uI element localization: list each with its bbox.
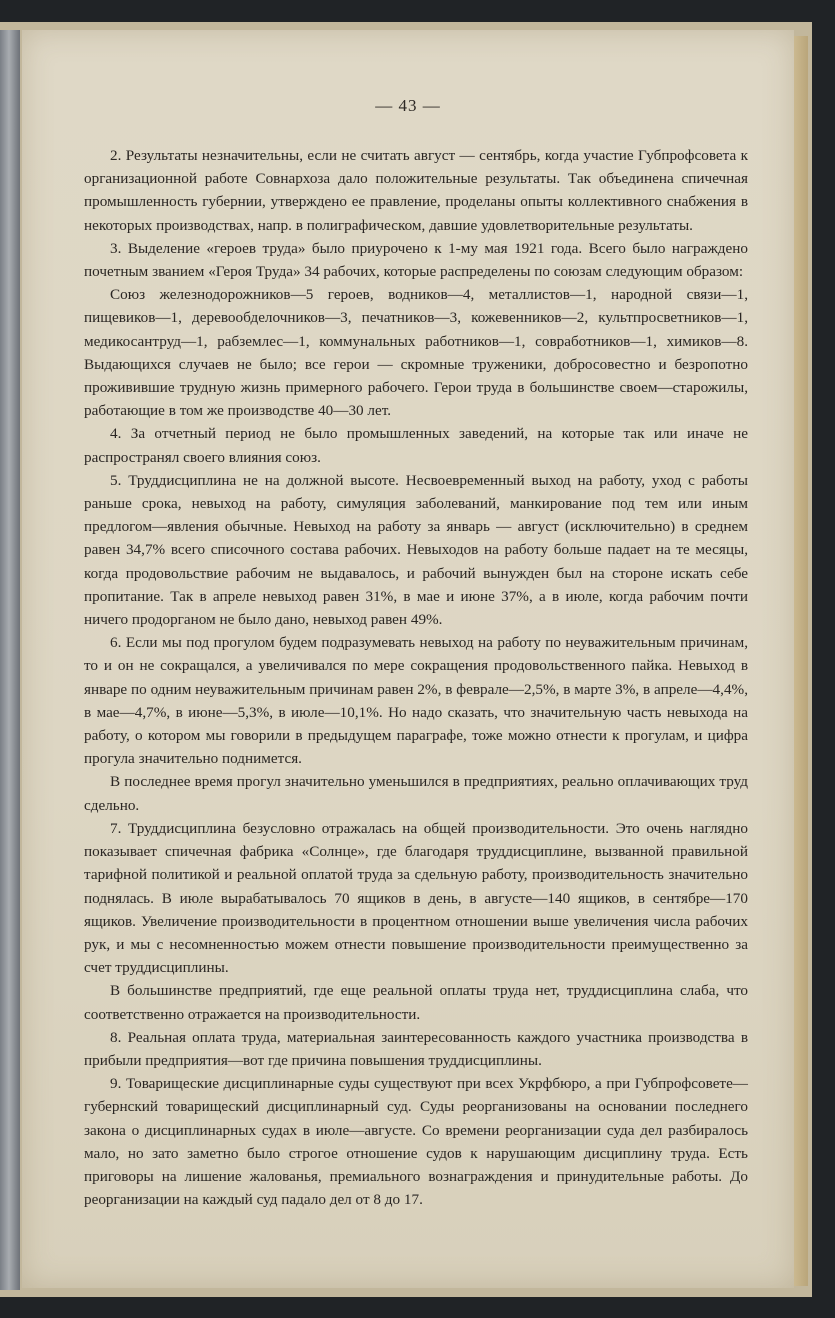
paragraph-8: 8. Реальная оплата труда, материальная заинтересованность каждого участника производства в прибыли предприятия—вот где причина повышения труддисциплины. xyxy=(84,1028,748,1069)
paragraph-6: 6. Если мы под прогулом будем подразумевать невыход на работу по неуважительным причинам, то и он не сокращался, а увеличивался по мере сокращения продовольственного пайка. Невыход в январе по одним неуважительным причинам равен 2%, в феврале—2,5%, в марте 3%, в апреле—4,4%, в мае—4,7%, в июне—5,3%, в июле—10,1%. Но надо сказать, что значительную часть невыхода на работу, о котором мы говорили в предыдущем параграфе, тоже можно отнести к прогулам, и цифра прогула значительно поднимется. xyxy=(84,634,748,768)
paragraph-5: 5. Труддисциплина не на должной высоте. Несвоевременный выход на работу, уход с работы раньше срока, невыход на работу, симуляция заболеваний, манкирование под тем или иным предлогом—явления обычные. Невыход на работу за январь — август (исключительно) в среднем равен 34,7% всего списочного состава рабочих. Невыходов на работу больше падает на те месяцы, когда продовольствие рабочим не выдавалось, и рабочий вынужден был на стороне искать себе пропитание. Так в апреле невыход равен 31%, в мае и июне 37%, а в июле, когда рабочим почти ничего продорганом не было дано, невыход равен 49%. xyxy=(84,471,748,629)
page-stack-edge xyxy=(794,36,808,1286)
page-body-text xyxy=(84,144,748,1211)
paragraph-3-unions: Союз железнодорожников—5 героев, водников—4, металлистов—1, народной связи—1, пищевиков—1, деревообделочников—3, печатников—3, кожевенников—2, культпросветников—1, медикосантруд—1, рабземлес—1, коммунальных работников—1, совработников—1, химиков—8. Выдающихся случаев не было; все герои — скромные труженики, добросовестно и безропотно проживившие трудную жизнь примерного рабочего. Герои труда в большинстве своем—старожилы, работающие в том же производстве 40—30 лет. xyxy=(84,286,748,420)
paragraph-7: 7. Труддисциплина безусловно отражалась на общей производительности. Это очень наглядно показывает спичечная фабрика «Солнце», где благодаря труддисциплине, вызванной правильной тарифной политикой и реальной оплатой труда за сдельную работу, производительность значительно поднялась. В июле вырабатывалось 70 ящиков в день, в августе—140 ящиков, в сентябре—170 ящиков. Увеличение производительности в процентном отношении выше увеличения числа рабочих рук, и мы с несомненностью можем отнести повышение производительности преимущественно за счет труддисциплины. xyxy=(84,819,748,977)
paragraph-6-note: В последнее время прогул значительно уменьшился в предприятиях, реально оплачивающих труд сдельно. xyxy=(84,773,748,814)
page-number: — 43 — xyxy=(375,96,441,115)
paragraph-4: 4. За отчетный период не было промышленных заведений, на которые так или иначе не распространял своего влияния союз. xyxy=(84,425,748,466)
book-page xyxy=(22,30,794,1288)
paragraph-7-note: В большинстве предприятий, где еще реальной оплаты труда нет, труддисциплина слаба, что соответственно отражается на производительности. xyxy=(84,982,748,1023)
paragraph-2: 2. Результаты незначительны, если не считать август — сентябрь, когда участие Губпрофсовета к организационной работе Совнархоза дало положительные результаты. Так объединена спичечная промышленность губернии, утверждено ее правление, проделаны опыты коллективного снабжения в некоторых производствах, напр. в полиграфическом, давшие удовлетворительные результаты. xyxy=(84,147,748,234)
paragraph-3: 3. Выделение «героев труда» было приурочено к 1-му мая 1921 года. Всего было награждено почетным званием «Героя Труда» 34 рабочих, которые распределены по союзам следующим образом: xyxy=(84,239,748,281)
book-spine xyxy=(0,30,20,1290)
paragraph-9: 9. Товарищеские дисциплинарные суды существуют при всех Укрфбюро, а при Губпрофсовете—губернский товарищеский дисциплинарный суд. Суды реорганизованы на основании последнего закона о дисциплинарных судах в июле—августе. Со времени реорганизации суда дел разбиралось мало, но зато заметно было строгое отношение судов к нарушающим дисциплину труда. Есть приговоры на лишение жалованья, премиального вознаграждения и принудительные работы. До реорганизации на каждый суд падало дел от 8 до 17. xyxy=(84,1075,748,1209)
